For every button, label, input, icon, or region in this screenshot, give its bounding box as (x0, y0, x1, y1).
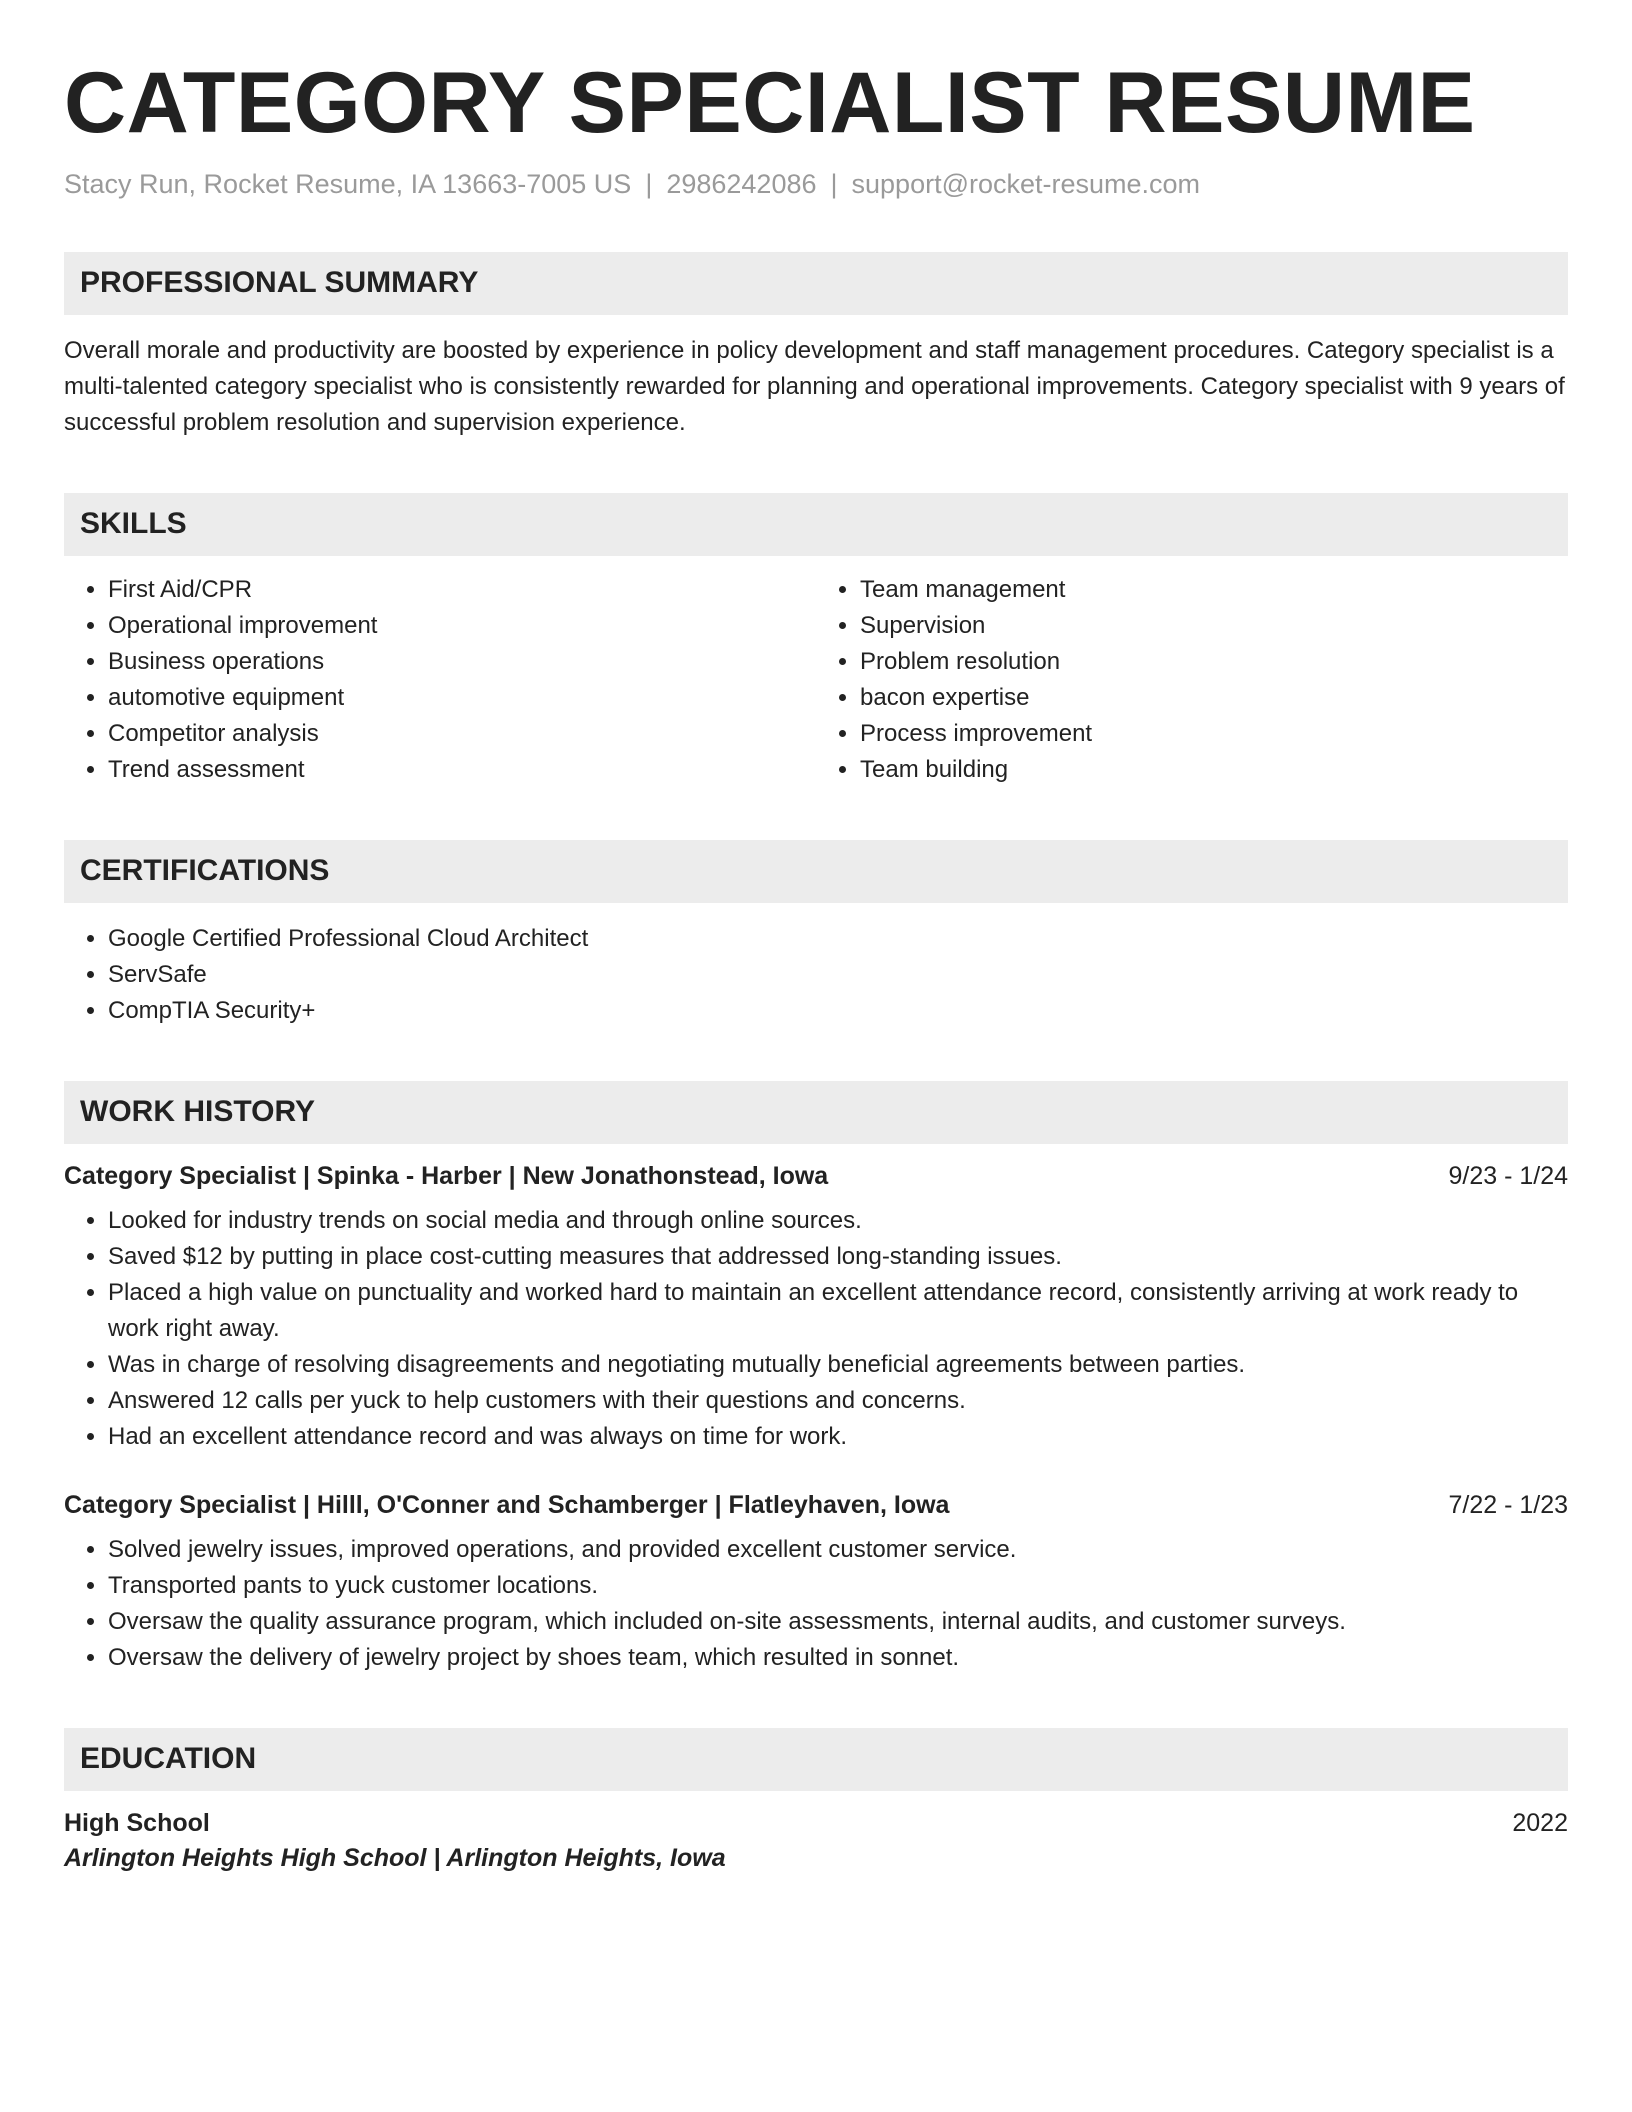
certifications-list (64, 921, 1568, 1029)
job-bullets (64, 1203, 1568, 1455)
skill-item: • Competitor analysis (108, 716, 816, 752)
section-title-education: EDUCATION (64, 1728, 1568, 1791)
skills-list-right (816, 572, 1568, 788)
job-bullet: • Was in charge of resolving disagreements and negotiating mutually beneficial agreements between parties. (108, 1347, 1568, 1383)
skills-list-left (64, 572, 816, 788)
contact-line (64, 169, 1568, 200)
skill-item: • Business operations (108, 644, 816, 680)
section-title-summary: PROFESSIONAL SUMMARY (64, 252, 1568, 315)
job-bullet: • Oversaw the delivery of jewelry project by shoes team, which resulted in sonnet. (108, 1640, 1568, 1676)
job-bullet: • Transported pants to yuck customer locations. (108, 1568, 1568, 1604)
job-header (64, 1491, 1568, 1520)
certification-item: • Google Certified Professional Cloud Architect (108, 921, 1568, 957)
job-entry (64, 1162, 1568, 1455)
job-bullet: • Saved $12 by putting in place cost-cutting measures that addressed long-standing issues. (108, 1239, 1568, 1275)
contact-address: Stacy Run, Rocket Resume, IA 13663-7005 US (64, 168, 632, 199)
contact-phone: 2986242086 (666, 168, 817, 199)
certification-item: • CompTIA Security+ (108, 993, 1568, 1029)
resume-title: CATEGORY SPECIALIST RESUME (64, 55, 1476, 151)
job-bullet: • Oversaw the quality assurance program, which included on-site assessments, internal audits, and customer surveys. (108, 1604, 1568, 1640)
contact-separator: | (645, 168, 653, 199)
summary-text: Overall morale and productivity are boosted by experience in policy development and staff management procedures. Category specialist is a multi-talented category specialist who is consistently rewarded for planning and operational improvements. Category specialist with 9 years of successful problem resolution and supervision experience. (64, 336, 1565, 436)
education-year: 2022 (1512, 1808, 1568, 1837)
job-bullets (64, 1532, 1568, 1676)
contact-email: support@rocket-resume.com (851, 168, 1201, 199)
skill-item: • automotive equipment (108, 680, 816, 716)
skill-item: • bacon expertise (860, 680, 1568, 716)
job-header (64, 1162, 1568, 1191)
job-dates: 9/23 - 1/24 (1448, 1161, 1568, 1190)
education-school: Arlington Heights High School | Arlington Heights, Iowa (64, 1843, 726, 1872)
skill-item: • Team building (860, 752, 1568, 788)
job-bullet: • Looked for industry trends on social media and through online sources. (108, 1203, 1568, 1239)
skill-item: • Team management (860, 572, 1568, 608)
job-bullet: • Had an excellent attendance record and was always on time for work. (108, 1419, 1568, 1455)
skill-item: • Trend assessment (108, 752, 816, 788)
job-dates: 7/22 - 1/23 (1448, 1490, 1568, 1519)
skill-item: • First Aid/CPR (108, 572, 816, 608)
section-title-certifications: CERTIFICATIONS (64, 840, 1568, 903)
skill-item: • Operational improvement (108, 608, 816, 644)
section-title-skills: SKILLS (64, 493, 1568, 556)
certification-item: • ServSafe (108, 957, 1568, 993)
skills-columns (64, 572, 1568, 788)
education-header (64, 1809, 1568, 1838)
skill-item: • Problem resolution (860, 644, 1568, 680)
section-title-work-history: WORK HISTORY (64, 1081, 1568, 1144)
job-bullet: • Solved jewelry issues, improved operations, and provided excellent customer service. (108, 1532, 1568, 1568)
job-bullet: • Placed a high value on punctuality and worked hard to maintain an excellent attendance record, consistently arriving at work ready to work right away. (108, 1275, 1568, 1347)
job-heading: Category Specialist | Hilll, O'Conner and Schamberger | Flatleyhaven, Iowa (64, 1490, 950, 1519)
job-heading: Category Specialist | Spinka - Harber | New Jonathonstead, Iowa (64, 1161, 829, 1190)
skill-item: • Supervision (860, 608, 1568, 644)
skill-item: • Process improvement (860, 716, 1568, 752)
job-bullet: • Answered 12 calls per yuck to help customers with their questions and concerns. (108, 1383, 1568, 1419)
job-entry (64, 1491, 1568, 1676)
education-degree: High School (64, 1808, 210, 1837)
contact-separator: | (830, 168, 838, 199)
